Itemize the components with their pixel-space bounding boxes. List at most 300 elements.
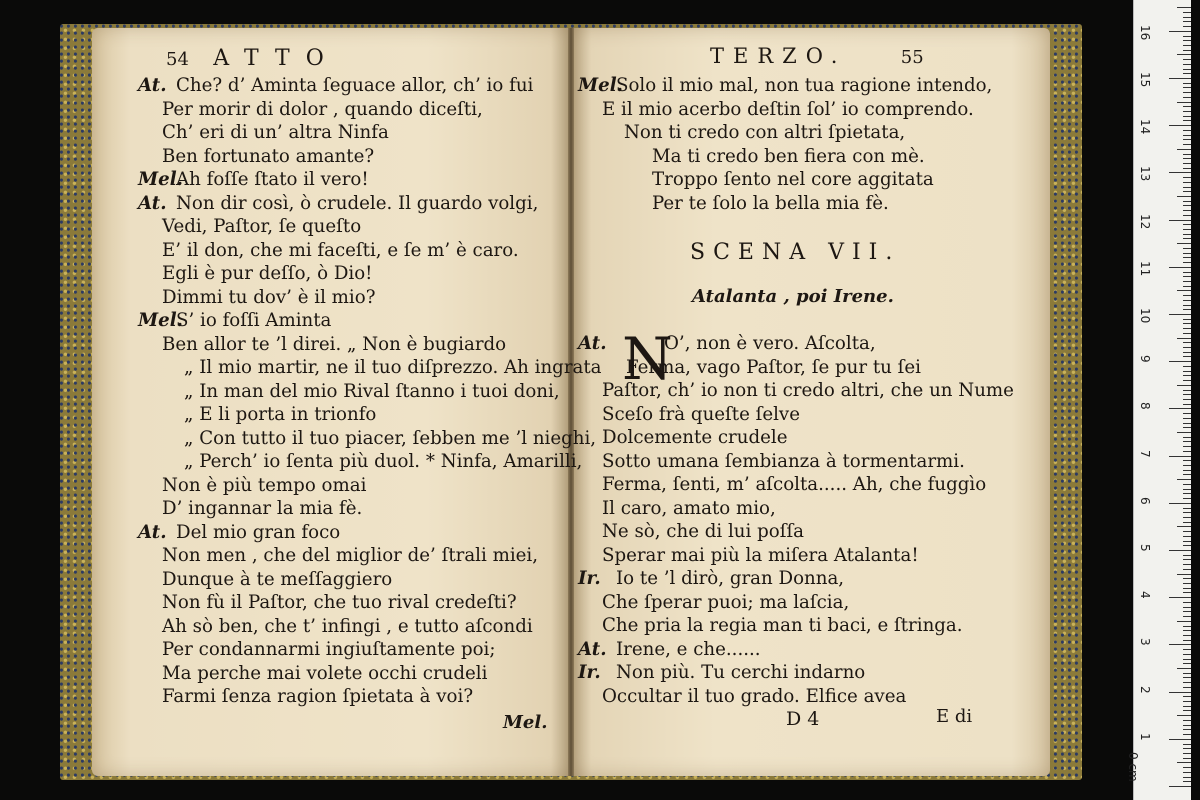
verse-text: Sceſo frà queſte ſelve xyxy=(602,403,800,425)
verse-text: Non ti credo con altri ſpietata, xyxy=(624,122,906,143)
ruler-number: 10 xyxy=(1138,308,1152,324)
ruler-number: 1 xyxy=(1138,732,1152,741)
ruler-tick xyxy=(1169,125,1191,126)
ruler-tick xyxy=(1183,465,1191,466)
ruler-tick xyxy=(1183,191,1191,192)
ruler-tick xyxy=(1183,45,1191,46)
ruler-tick xyxy=(1183,753,1191,754)
ruler-tick xyxy=(1183,536,1191,537)
ruler-tick xyxy=(1183,50,1191,51)
ruler-tick xyxy=(1183,772,1191,773)
ruler-number: 4 xyxy=(1138,591,1152,599)
speaker-label: At. xyxy=(138,75,167,96)
ruler-tick xyxy=(1183,390,1191,391)
right-page-number: 55 xyxy=(900,47,924,68)
ruler-tick xyxy=(1183,144,1191,145)
ruler-tick xyxy=(1183,238,1191,239)
left-page-text xyxy=(138,74,602,709)
text-line xyxy=(138,145,602,169)
verse-text: E’ il don, che mi faceſti, e ſe m’ è caro. xyxy=(162,239,519,261)
text-line xyxy=(138,568,602,592)
ruler-tick xyxy=(1183,215,1191,216)
ruler-tick xyxy=(1183,333,1191,334)
ruler-tick xyxy=(1183,460,1191,461)
ruler-tick xyxy=(1183,427,1191,428)
ruler-tick xyxy=(1183,734,1191,735)
ruler-tick xyxy=(1183,257,1191,258)
left-running-title: ATTO xyxy=(213,46,340,71)
ruler-tick xyxy=(1183,154,1191,155)
verse-text: Ah foſſe ſtato il vero! xyxy=(176,169,369,190)
ruler-tick xyxy=(1183,404,1191,405)
ruler-tick xyxy=(1183,356,1191,357)
text-line xyxy=(138,168,602,192)
ruler-tick xyxy=(1183,441,1191,442)
ruler-tick xyxy=(1183,640,1191,641)
text-line xyxy=(578,426,1014,450)
ruler-tick xyxy=(1183,706,1191,707)
ruler-tick xyxy=(1183,696,1191,697)
verse-text: Ma perche mai volete occhi crudeli xyxy=(162,662,488,684)
verse-text: Dimmi tu dov’ è il mio? xyxy=(162,286,376,308)
ruler-unit-label: 0 cm xyxy=(1126,752,1140,782)
ruler-tick xyxy=(1183,135,1191,136)
verse-text: Farmi ſenza ragion ſpietata à voi? xyxy=(162,686,474,707)
ruler-tick xyxy=(1177,196,1191,197)
ruler-number: 16 xyxy=(1138,24,1152,41)
text-line xyxy=(138,286,602,310)
text-line xyxy=(578,356,1014,380)
ruler-tick xyxy=(1183,489,1191,490)
ruler-tick xyxy=(1183,210,1191,211)
ruler-tick xyxy=(1183,559,1191,560)
text-line xyxy=(138,521,602,545)
ruler-tick xyxy=(1183,498,1191,499)
ruler-tick xyxy=(1183,87,1191,88)
text-line xyxy=(578,638,1014,662)
ruler-tick xyxy=(1183,583,1191,584)
ruler-tick xyxy=(1183,229,1191,230)
ruler-tick xyxy=(1183,205,1191,206)
text-line xyxy=(578,145,992,169)
ruler-tick xyxy=(1177,102,1191,103)
ruler-tick xyxy=(1183,512,1191,513)
ruler-tick xyxy=(1183,201,1191,202)
ruler-tick xyxy=(1183,305,1191,306)
ruler-tick xyxy=(1183,578,1191,579)
ruler-tick xyxy=(1183,347,1191,348)
ruler-tick xyxy=(1183,437,1191,438)
text-line xyxy=(138,98,602,122)
ruler-tick xyxy=(1183,92,1191,93)
ruler-tick xyxy=(1183,248,1191,249)
ruler-tick xyxy=(1183,182,1191,183)
ruler-tick xyxy=(1183,342,1191,343)
ruler-tick xyxy=(1183,720,1191,721)
verse-text: Ben allor te ’l direi. „ Non è bugiardo xyxy=(162,333,507,355)
measurement-ruler xyxy=(1126,0,1191,800)
verse-text: Non è più tempo omai xyxy=(162,474,367,496)
text-line xyxy=(138,474,602,498)
verse-text: Ben fortunato amante? xyxy=(162,145,375,167)
ruler-tick xyxy=(1177,762,1191,763)
ruler-tick xyxy=(1169,220,1191,221)
ruler-number: 9 xyxy=(1138,355,1152,363)
ruler-tick xyxy=(1183,26,1191,27)
ruler-number: 8 xyxy=(1138,402,1152,411)
verse-text: „ Con tutto il tuo piacer, ſebben me ’l nieghi, xyxy=(184,427,597,449)
text-line xyxy=(578,567,1014,591)
text-line xyxy=(578,544,1014,568)
ruler-tick xyxy=(1183,281,1191,282)
ruler-number: 3 xyxy=(1138,638,1152,647)
text-line xyxy=(578,591,1014,615)
ruler-tick xyxy=(1169,739,1191,740)
verse-text: Paſtor, ch’ io non ti credo altri, che un Nume xyxy=(602,380,1014,401)
verse-text: Non più. Tu cerchi indarno xyxy=(616,662,866,683)
ruler-tick xyxy=(1183,446,1191,447)
verse-text: S’ io foſſi Aminta xyxy=(176,310,332,331)
ruler-tick xyxy=(1183,545,1191,546)
ruler-tick xyxy=(1183,328,1191,329)
ruler-tick xyxy=(1183,224,1191,225)
verse-text: E il mio acerbo deſtin ſol’ io comprendo. xyxy=(602,98,974,120)
ruler-tick xyxy=(1183,69,1191,70)
ruler-tick xyxy=(1183,470,1191,471)
text-line xyxy=(578,121,992,145)
ruler-tick xyxy=(1183,663,1191,664)
left-running-head xyxy=(166,46,340,71)
ruler-tick xyxy=(1177,526,1191,527)
ruler-tick xyxy=(1169,503,1191,504)
ruler-tick xyxy=(1169,267,1191,268)
speaker-label: Mel. xyxy=(138,169,183,190)
ruler-tick xyxy=(1183,592,1191,593)
text-line xyxy=(578,332,1014,356)
ruler-tick xyxy=(1183,21,1191,22)
ruler-tick xyxy=(1183,253,1191,254)
ruler-tick xyxy=(1183,710,1191,711)
ruler-tick xyxy=(1169,644,1191,645)
text-line xyxy=(138,403,602,427)
text-line xyxy=(138,121,602,145)
text-line xyxy=(578,614,1014,638)
ruler-number: 7 xyxy=(1138,449,1152,458)
ruler-tick xyxy=(1183,758,1191,759)
verse-text: Io te ’l dirò, gran Donna, xyxy=(616,568,845,589)
ruler-tick xyxy=(1183,649,1191,650)
ruler-tick xyxy=(1183,64,1191,65)
ruler-number: 13 xyxy=(1138,166,1152,182)
ruler-tick xyxy=(1183,309,1191,310)
verse-text: Solo il mio mal, non tua ragione intendo, xyxy=(616,75,993,96)
verse-text: „ Perch’ io ſenta più duol. * Ninfa, Amarilli, xyxy=(184,451,583,472)
ruler-tick xyxy=(1177,290,1191,291)
speaker-label: Mel. xyxy=(578,75,623,96)
ruler-tick xyxy=(1183,677,1191,678)
ruler-tick xyxy=(1183,399,1191,400)
ruler-number: 6 xyxy=(1138,496,1152,505)
text-line xyxy=(578,685,1014,709)
ruler-number: 2 xyxy=(1138,685,1152,694)
ruler-tick xyxy=(1183,748,1191,749)
ruler-tick xyxy=(1169,692,1191,693)
ruler-tick xyxy=(1183,106,1191,107)
text-line xyxy=(138,497,602,521)
ruler-tick xyxy=(1183,474,1191,475)
ruler-tick xyxy=(1183,654,1191,655)
ruler-tick xyxy=(1183,508,1191,509)
verse-text: Che? d’ Aminta ſeguace allor, ch’ io fui xyxy=(176,75,534,96)
ruler-tick xyxy=(1183,130,1191,131)
ruler-tick xyxy=(1177,338,1191,339)
ruler-tick xyxy=(1183,522,1191,523)
right-page-text-bottom xyxy=(578,325,1014,708)
ruler-tick xyxy=(1183,682,1191,683)
ruler-tick xyxy=(1183,111,1191,112)
text-line xyxy=(578,98,992,122)
verse-text: Ne sò, che di lui poſſa xyxy=(602,521,805,542)
text-line xyxy=(138,380,602,404)
text-line xyxy=(578,450,1014,474)
ruler-tick xyxy=(1183,163,1191,164)
ruler-tick xyxy=(1183,17,1191,18)
verse-text: Il caro, amato mio, xyxy=(602,497,776,519)
ruler-tick xyxy=(1183,120,1191,121)
ruler-tick xyxy=(1183,687,1191,688)
ruler-tick xyxy=(1177,621,1191,622)
ruler-tick xyxy=(1177,7,1191,8)
ruler-tick xyxy=(1183,630,1191,631)
left-page-number: 54 xyxy=(166,49,189,70)
ruler-tick xyxy=(1183,371,1191,372)
ruler-tick xyxy=(1183,626,1191,627)
ruler-tick xyxy=(1183,323,1191,324)
verse-text: Per condannarmi ingiuſtamente poi; xyxy=(162,639,496,660)
verse-text: Occultar il tuo grado. Elfice avea xyxy=(602,685,907,707)
ruler-number: 14 xyxy=(1138,119,1152,135)
right-running-title: TERZO. xyxy=(710,44,847,68)
ruler-tick xyxy=(1177,432,1191,433)
ruler-tick xyxy=(1183,295,1191,296)
ruler-tick xyxy=(1169,786,1191,787)
text-line xyxy=(138,544,602,568)
verse-text: Irene, e che...... xyxy=(616,638,761,660)
ruler-tick xyxy=(1169,314,1191,315)
verse-text: Ferma, ſenti, m’ aſcolta..... Ah, che fuggìo xyxy=(602,474,987,495)
ruler-tick xyxy=(1169,408,1191,409)
ruler-tick xyxy=(1183,725,1191,726)
ruler-tick xyxy=(1183,767,1191,768)
ruler-tick xyxy=(1183,635,1191,636)
ruler-tick xyxy=(1183,777,1191,778)
text-line xyxy=(578,403,1014,427)
ruler-tick xyxy=(1183,116,1191,117)
ruler-tick xyxy=(1183,517,1191,518)
ruler-tick xyxy=(1183,168,1191,169)
text-line xyxy=(138,215,602,239)
ruler-tick xyxy=(1169,31,1191,32)
ruler-tick xyxy=(1183,319,1191,320)
ruler-tick xyxy=(1177,385,1191,386)
speaker-label: At. xyxy=(578,638,607,660)
scene-subtitle: Atalanta , poi Irene. xyxy=(692,286,894,307)
speaker-label: At. xyxy=(578,333,607,354)
ruler-tick xyxy=(1183,701,1191,702)
ruler-tick xyxy=(1169,78,1191,79)
text-line xyxy=(138,333,602,357)
text-line xyxy=(138,591,602,615)
ruler-tick xyxy=(1183,380,1191,381)
text-line xyxy=(138,239,602,263)
ruler-tick xyxy=(1183,555,1191,556)
ruler-tick xyxy=(1183,602,1191,603)
ruler-tick xyxy=(1169,597,1191,598)
ruler-tick xyxy=(1183,394,1191,395)
ruler-tick xyxy=(1183,611,1191,612)
speaker-label: At. xyxy=(138,521,167,543)
ruler-tick xyxy=(1183,97,1191,98)
verse-text: „ Il mio martir, ne il tuo diſprezzo. Ah ingrata xyxy=(184,357,602,378)
text-line xyxy=(578,661,1014,685)
speaker-label: At. xyxy=(138,192,167,214)
text-line xyxy=(138,356,602,380)
ruler-tick xyxy=(1183,484,1191,485)
text-line xyxy=(578,192,992,216)
verse-text: Non men , che del miglior de’ ſtrali miei, xyxy=(162,545,539,566)
ruler-tick xyxy=(1183,569,1191,570)
verse-text: Per te ſolo la bella mia fè. xyxy=(652,192,889,214)
ruler-tick xyxy=(1183,272,1191,273)
verse-text: Per morir di dolor , quando diceſti, xyxy=(162,98,483,120)
ruler-tick xyxy=(1183,423,1191,424)
ruler-tick xyxy=(1183,451,1191,452)
ruler-tick xyxy=(1183,234,1191,235)
ruler-tick xyxy=(1177,574,1191,575)
verse-text: Ch’ eri di un’ altra Ninfa xyxy=(162,122,389,143)
scene-title: SCENA VII. xyxy=(690,240,901,265)
ruler-tick xyxy=(1183,375,1191,376)
text-line xyxy=(578,497,1014,521)
ruler-tick xyxy=(1183,531,1191,532)
text-line xyxy=(138,662,602,686)
verse-text: Del mio gran foco xyxy=(176,521,341,543)
verse-text: Ma ti credo ben fiera con mè. xyxy=(652,145,925,167)
ruler-tick xyxy=(1183,12,1191,13)
ruler-tick xyxy=(1169,456,1191,457)
ruler-tick xyxy=(1183,286,1191,287)
text-line xyxy=(578,379,1014,403)
verse-text: Ferma, vago Paſtor, ſe pur tu ſei xyxy=(626,356,921,378)
text-line xyxy=(578,520,1014,544)
ruler-tick xyxy=(1177,715,1191,716)
ruler-tick xyxy=(1183,366,1191,367)
ruler-tick xyxy=(1183,541,1191,542)
ruler-tick xyxy=(1183,418,1191,419)
ruler-number: 12 xyxy=(1138,213,1152,229)
text-line xyxy=(578,473,1014,497)
ruler-tick xyxy=(1177,54,1191,55)
ruler-tick xyxy=(1177,479,1191,480)
ruler-tick xyxy=(1183,564,1191,565)
verse-text: Sotto umana ſembianza à tormentarmi. xyxy=(602,450,965,472)
text-line xyxy=(578,168,992,192)
verse-text: Vedi, Paſtor, ſe queſto xyxy=(162,216,362,237)
verse-text: Egli è pur deſſo, ò Dio! xyxy=(162,263,373,284)
ruler-number: 5 xyxy=(1138,544,1152,552)
text-line xyxy=(138,262,602,286)
speaker-label: Mel. xyxy=(138,310,183,331)
speaker-label: Ir. xyxy=(578,568,601,589)
text-line xyxy=(578,74,992,98)
verse-text: Ah sò ben, che t’ infingi , e tutto aſcondi xyxy=(162,615,533,637)
right-catchword: E di xyxy=(936,706,973,727)
ruler-tick xyxy=(1177,149,1191,150)
verse-text: O’, non è vero. Aſcolta, xyxy=(664,333,876,354)
ruler-tick xyxy=(1183,781,1191,782)
ruler-number: 11 xyxy=(1138,260,1152,277)
right-running-head xyxy=(710,44,924,68)
ruler-tick xyxy=(1169,550,1191,551)
ruler-tick xyxy=(1169,172,1191,173)
verse-text: Non dir così, ò crudele. Il guardo volgi, xyxy=(176,192,539,214)
verse-text: Troppo ſento nel core aggitata xyxy=(652,169,934,190)
verse-text: „ In man del mio Rival ſtanno i tuoi doni, xyxy=(184,380,560,402)
ruler-tick xyxy=(1183,352,1191,353)
verse-text: Che ſperar puoi; ma laſcia, xyxy=(602,591,850,613)
ruler-tick xyxy=(1183,139,1191,140)
verse-text: Non fù il Paſtor, che tuo rival credeſti? xyxy=(162,592,517,613)
ruler-tick xyxy=(1183,673,1191,674)
verse-text: Sperar mai più la miſera Atalanta! xyxy=(602,544,919,566)
ruler-tick xyxy=(1183,493,1191,494)
ruler-tick xyxy=(1183,73,1191,74)
text-line xyxy=(138,74,602,98)
verse-text: Dolcemente crudele xyxy=(602,427,788,448)
ruler-tick xyxy=(1183,744,1191,745)
ruler-tick xyxy=(1169,361,1191,362)
text-line xyxy=(138,427,602,451)
ruler-number: 15 xyxy=(1138,72,1152,88)
text-line xyxy=(138,638,602,662)
ruler-tick xyxy=(1183,588,1191,589)
ruler-tick xyxy=(1183,729,1191,730)
ruler-tick xyxy=(1183,177,1191,178)
verse-text: Dunque à te meſſaggiero xyxy=(162,568,393,590)
ruler-tick xyxy=(1183,659,1191,660)
ruler-tick xyxy=(1183,187,1191,188)
ruler-tick xyxy=(1183,607,1191,608)
drop-cap: N xyxy=(622,325,673,393)
right-page-text-top xyxy=(578,74,992,215)
ruler-tick xyxy=(1183,413,1191,414)
ruler-tick xyxy=(1177,243,1191,244)
verse-text: Che pria la regia man ti baci, e ſtringa. xyxy=(602,615,963,636)
verse-text: D’ ingannar la mia fè. xyxy=(162,498,363,519)
ruler-tick xyxy=(1183,616,1191,617)
ruler-tick xyxy=(1183,300,1191,301)
text-line xyxy=(138,450,602,474)
left-catchword: Mel. xyxy=(503,712,548,733)
text-line xyxy=(138,615,602,639)
ruler-tick xyxy=(1183,59,1191,60)
ruler-tick xyxy=(1183,276,1191,277)
verse-text: „ E li porta in trionfo xyxy=(184,404,377,425)
signature-mark: D 4 xyxy=(786,708,820,730)
ruler-tick xyxy=(1183,262,1191,263)
ruler-tick xyxy=(1183,40,1191,41)
text-line xyxy=(138,685,602,709)
